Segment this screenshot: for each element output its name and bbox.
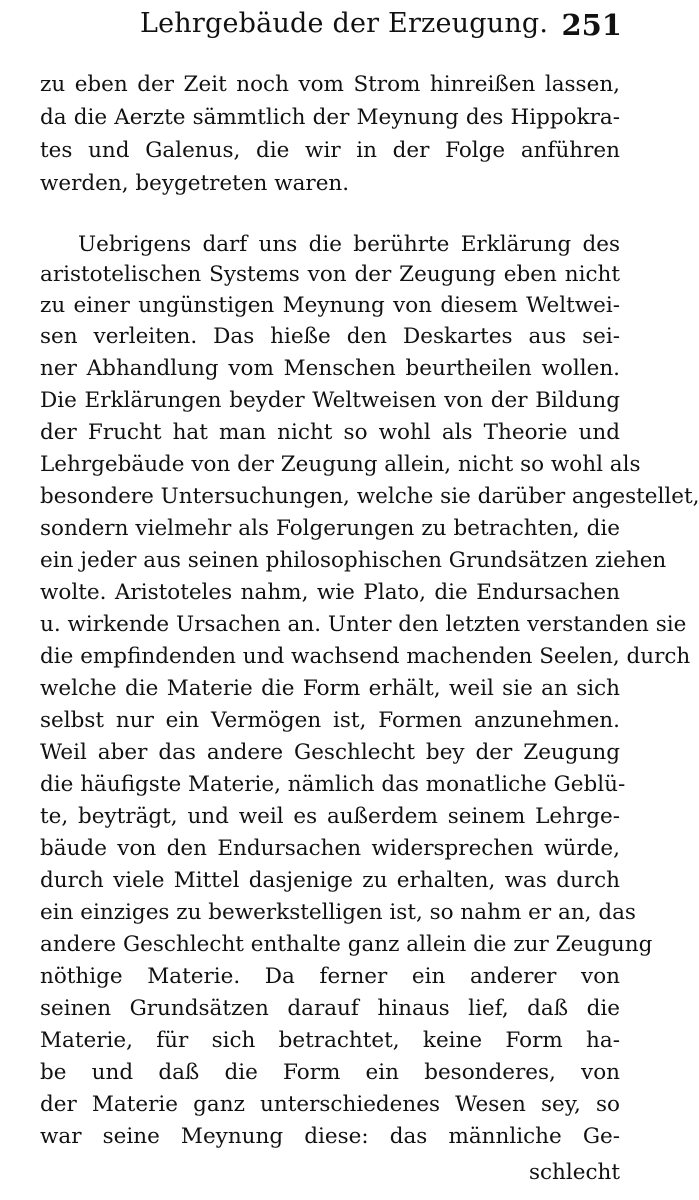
- text-line: die häufigste Materie, nämlich das monatliche Geblü-: [40, 772, 626, 797]
- text-line: u. wirkende Ursachen an. Unter den letzten verstanden sie: [40, 612, 687, 637]
- text-line: sen verleiten. Das hieße den Deskartes aus sei-: [40, 324, 620, 349]
- text-line: besondere Untersuchungen, welche sie darüber angestellet,: [40, 484, 699, 509]
- text-line: selbst nur ein Vermögen ist, Formen anzunehmen.: [40, 708, 620, 733]
- text-line: wolte. Aristoteles nahm, wie Plato, die Endursachen: [40, 580, 620, 605]
- catchword: schlecht: [528, 1160, 620, 1185]
- text-line: be und daß die Form ein besonderes, von: [40, 1060, 620, 1085]
- text-line: der Materie ganz unterschiedenes Wesen sey, so: [40, 1092, 620, 1117]
- text-line: ner Abhandlung vom Menschen beurtheilen wollen.: [40, 356, 620, 381]
- text-line: Lehrgebäude von der Zeugung allein, nicht so wohl als: [40, 452, 641, 477]
- text-line: aristotelischen Systems von der Zeugung eben nicht: [40, 262, 620, 287]
- text-line: war seine Meynung diese: das männliche Ge-: [40, 1124, 620, 1149]
- text-line: Materie, für sich betrachtet, keine Form ha-: [40, 1028, 620, 1053]
- page-number: 251: [561, 8, 622, 42]
- text-line: durch viele Mittel dasjenige zu erhalten, was durch: [40, 868, 620, 893]
- text-line: bäude von den Endursachen widersprechen würde,: [40, 836, 620, 861]
- text-line: seinen Grundsätzen darauf hinaus lief, daß die: [40, 996, 620, 1021]
- text-line: andere Geschlecht enthalte ganz allein die zur Zeugung: [40, 932, 653, 957]
- text-line: ein einziges zu bewerkstelligen ist, so nahm er an, das: [40, 900, 636, 925]
- page-header: [140, 8, 622, 44]
- text-line: Die Erklärungen beyder Weltweisen von der Bildung: [40, 388, 620, 413]
- text-line: nöthige Materie. Da ferner ein anderer von: [40, 964, 620, 989]
- text-line: werden, beygetreten waren.: [40, 171, 350, 196]
- text-line: zu einer ungünstigen Meynung von diesem Weltwei-: [40, 293, 620, 318]
- text-line: die empfindenden und wachsend machenden Seelen, durch: [40, 644, 691, 669]
- text-line: te, beyträgt, und weil es außerdem seinem Lehrge-: [40, 804, 620, 829]
- text-line: welche die Materie die Form erhält, weil sie an sich: [40, 676, 620, 701]
- text-line: tes und Galenus, die wir in der Folge anführen: [40, 138, 620, 163]
- text-line: sondern vielmehr als Folgerungen zu betrachten, die: [40, 516, 620, 541]
- text-line: der Frucht hat man nicht so wohl als Theorie und: [40, 420, 620, 445]
- text-line: Weil aber das andere Geschlecht bey der Zeugung: [40, 740, 620, 765]
- text-line: ein jeder aus seinen philosophischen Grundsätzen ziehen: [40, 548, 667, 573]
- text-line: zu eben der Zeit noch vom Strom hinreißen lassen,: [40, 72, 620, 97]
- running-title: Lehrgebäude der Erzeugung.: [140, 8, 549, 39]
- text-line: da die Aerzte sämmtlich der Meynung des Hippokra-: [40, 105, 620, 130]
- paragraph-first-line: Uebrigens darf uns die berührte Erklärung des: [78, 232, 620, 257]
